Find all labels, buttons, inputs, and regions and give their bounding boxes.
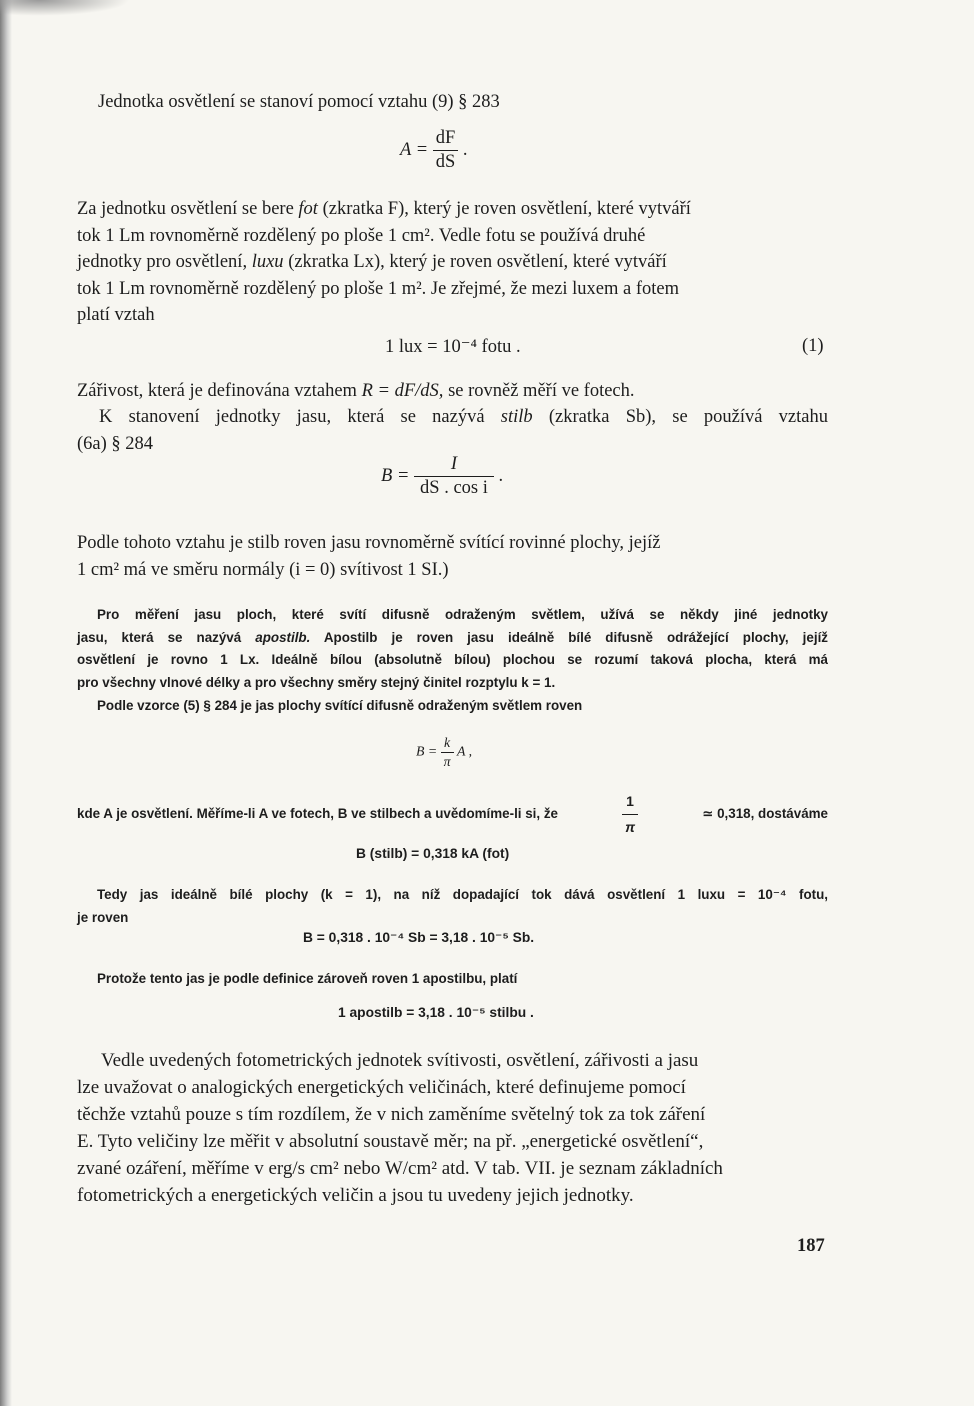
eq-b-numerator: I (450, 454, 458, 474)
tedy-line-1: Tedy jas ideálně bílé plochy (k = 1), na níž dopadající tok dává osvětlení 1 luxu = 10⁻⁴ fotu, (97, 887, 828, 902)
eq-bk-lhs: B = (416, 743, 438, 759)
equation-1-number: (1) (802, 336, 824, 356)
equation-illuminance (400, 128, 468, 173)
eq-a-denominator: dS (433, 150, 459, 173)
eq-b-fraction (414, 454, 494, 499)
fot-line-1: Za jednotku osvětlení se bere fot (zkratka F), který je roven osvětlení, které vytváří (77, 199, 691, 219)
eq-bk-tail: A , (457, 743, 473, 759)
small-line-1: Pro měření jasu ploch, které svítí difusně odraženým světlem, užívá se někdy jiné jednotky (97, 607, 828, 622)
tedy-line-2: je roven (77, 909, 129, 925)
eq-bk-numerator: k (444, 735, 451, 750)
small-line-4: pro všechny vlnové délky a pro všechny směry stejný činitel rozptylu k = 1. (77, 675, 556, 691)
small-line-2: jasu, která se nazývá apostilb. Apostilb je roven jasu ideálně bílé difusně odrážející plochy, jejíž (77, 629, 828, 645)
zarivost-formula: R = dF/dS, (361, 381, 444, 401)
eq-a-tail: . (462, 139, 468, 160)
page-number: 187 (797, 1236, 825, 1256)
fot-line-5: platí vztah (77, 305, 155, 325)
eq-a-lhs: A = (400, 139, 429, 160)
term-fot: fot (298, 199, 318, 219)
final-line-2: lze uvažovat o analogických energetických veličinách, které definujeme pomocí (77, 1077, 686, 1098)
eq-a-numerator: dF (435, 128, 456, 148)
final-line-6: fotometrických a energetických veličin a jsou tu uvedeny jejich jednotky. (77, 1185, 634, 1206)
term-apostilb: apostilb. (255, 629, 311, 645)
term-stilb: stilb (500, 407, 533, 427)
equation-sb: B = 0,318 . 10⁻⁴ Sb = 3,18 . 10⁻⁵ Sb. (303, 930, 535, 945)
paragraph-fot (77, 196, 828, 329)
term-luxu: luxu (251, 252, 284, 272)
final-line-3: těchže vztahů pouze s tím rozdílem, že v nich zaměníme světelný tok za tok záření (77, 1104, 706, 1125)
kde-numerator: 1 (626, 793, 634, 809)
page-edge-shadow (0, 0, 12, 1406)
small-line-5: Podle vzorce (5) § 284 je jas plochy svítící difusně odraženým světlem roven (97, 697, 583, 713)
equation-apostilb: 1 apostilb = 3,18 . 10⁻⁵ stilbu . (338, 1005, 534, 1020)
podle-line-2: 1 cm² má ve směru normály (i = 0) svítivost 1 SI.) (77, 559, 449, 580)
jas-line-2: (6a) § 284 (77, 433, 154, 454)
paragraph-jas (77, 404, 828, 457)
eq-b-tail: . (498, 465, 504, 486)
intro-line: Jednotka osvětlení se stanoví pomocí vztahu (9) § 283 (98, 92, 500, 112)
paragraph-zarivost: Zářivost, která je definována vztahem R = dF/dS, se rovněž měří ve fotech. (77, 381, 635, 401)
kde-line-text: kde A je osvětlení. Měříme-li A ve fotech, B ve stilbech a uvědomíme-li si, že (77, 805, 558, 821)
kde-fraction (622, 790, 638, 838)
kde-line-tail: ≃ 0,318, dostáváme (702, 805, 828, 821)
eq-b-lhs: B = (381, 465, 410, 486)
final-line-5: zvané ozáření, měříme v erg/s cm² nebo W/cm² atd. V tab. VII. je seznam základních (77, 1158, 723, 1179)
fot-line-4: tok 1 Lm rovnoměrně rozdělený po ploše 1 m². Je zřejmé, že mezi luxem a fotem (77, 278, 679, 299)
protoze-line: Protože tento jas je podle definice zároveň roven 1 apostilbu, platí (97, 971, 518, 986)
eq-a-fraction (433, 128, 459, 173)
jas-line-1: K stanovení jednotky jasu, která se nazývá stilb (zkratka Sb), se používá vztahu (99, 407, 828, 427)
eq-bk-denominator: π (441, 752, 454, 770)
kde-denominator: π (622, 814, 638, 839)
equation-brightness (381, 454, 503, 499)
podle-line-1: Podle tohoto vztahu je stilb roven jasu rovnoměrně svítící rovinné plochy, jejíž (77, 533, 661, 553)
fot-line-2: tok 1 Lm rovnoměrně rozdělený po ploše 1 cm². Vedle fotu se používá druhé (77, 225, 646, 246)
kde-line (77, 790, 828, 838)
eq-bk-fraction (441, 735, 454, 770)
equation-stilb-fot: B (stilb) = 0,318 kA (fot) (356, 846, 510, 861)
fot-line-3: jednotky pro osvětlení, luxu (zkratka Lx), který je roven osvětlení, které vytváří (77, 252, 667, 272)
final-line-1: Vedle uvedených fotometrických jednotek svítivosti, osvětlení, zářivosti a jasu (101, 1050, 699, 1071)
small-line-3: osvětlení je rovno 1 Lx. Ideálně bílou (absolutně bílou) plochou se rozumí taková plocha, která má (77, 652, 828, 668)
scan-smudge (0, 0, 130, 16)
paragraph-energetic (77, 1047, 828, 1209)
final-line-4: E. Tyto veličiny lze měřit v absolutní soustavě měr; na př. „energetické osvětlení“, (77, 1131, 704, 1152)
paragraph-podle (77, 530, 828, 583)
paragraph-tedy (77, 884, 828, 929)
equation-b-k-pi (416, 735, 472, 770)
paragraph-apostilb (77, 604, 828, 718)
equation-1: 1 lux = 10⁻⁴ fotu . (385, 337, 521, 357)
eq-b-denominator: dS . cos i (414, 476, 494, 499)
